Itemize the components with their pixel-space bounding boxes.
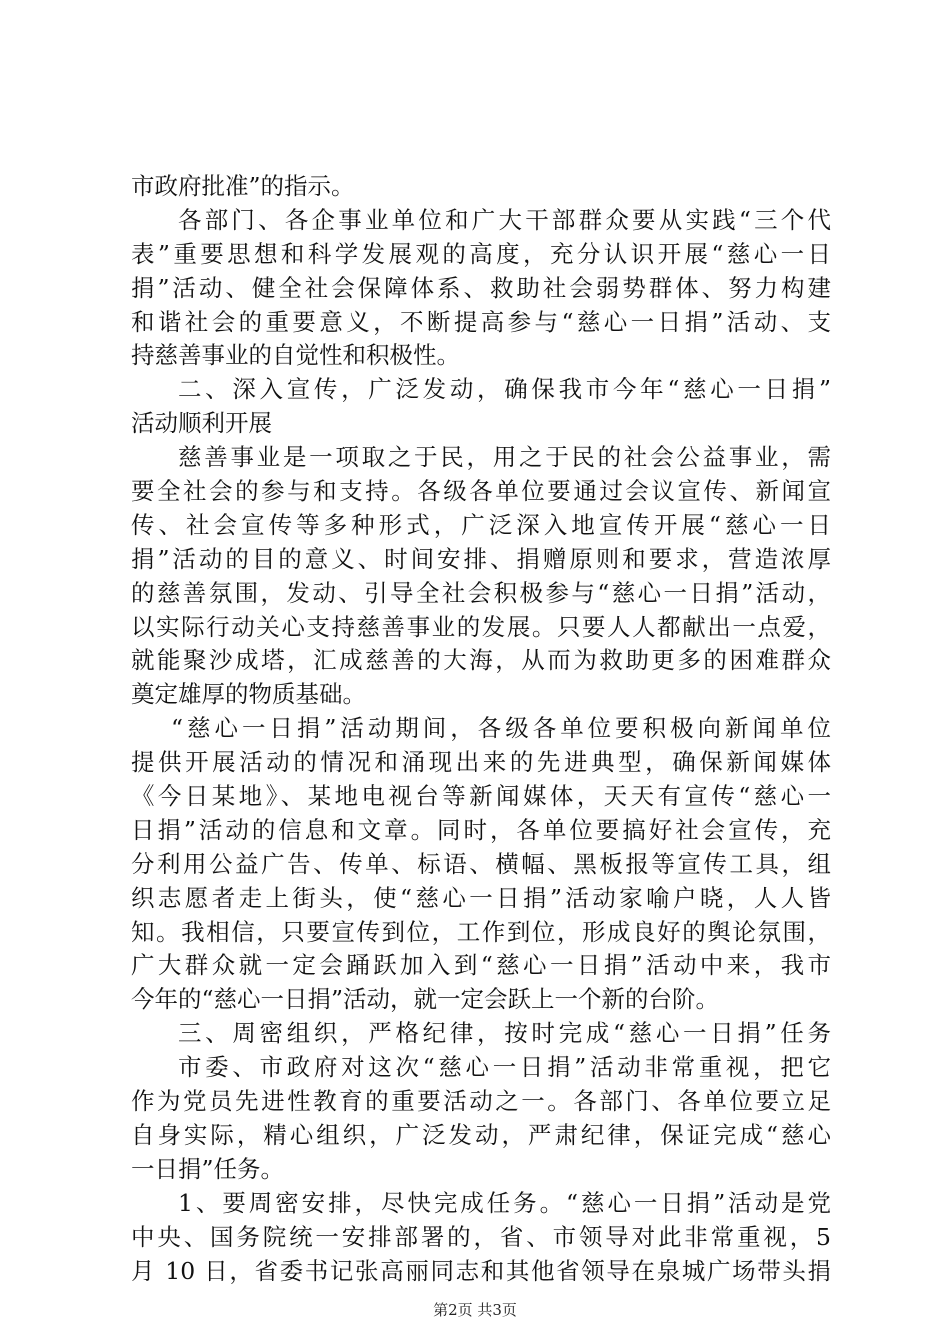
text-line: 分利用公益广告、传单、标语、横幅、黑板报等宣传工具，组 (131, 849, 831, 878)
document-body (131, 170, 831, 1288)
section-heading: 二、深入宣传，广泛发动，确保我市今年“慈心一日捐” (178, 375, 831, 404)
text-line: 提供开展活动的情况和涌现出来的先进典型，确保新闻媒体 (131, 748, 831, 777)
text-line: 1、要周密安排，尽快完成任务。“慈心一日捐”活动是党 (178, 1188, 831, 1217)
text-line: 表”重要思想和科学发展观的高度，充分认识开展“慈心一日 (131, 239, 831, 268)
text-line: 的慈善氛围，发动、引导全社会积极参与“慈心一日捐”活动， (131, 578, 831, 607)
text-line: 传、社会宣传等多种形式，广泛深入地宣传开展“慈心一日 (131, 510, 831, 539)
text-line: 织志愿者走上街头，使“慈心一日捐”活动家喻户晓，人人皆 (131, 883, 831, 912)
text-line: 持慈善事业的自觉性和积极性。 (131, 341, 460, 370)
text-line: 中央、国务院统一安排部署的，省、市领导对此非常重视，5 (131, 1222, 831, 1251)
text-line: “慈心一日捐”活动期间，各级各单位要积极向新闻单位 (171, 714, 831, 743)
text-line: 自身实际，精心组织，广泛发动，严肃纪律，保证完成“慈心 (131, 1120, 831, 1149)
text-line: 捐”活动的目的意义、时间安排、捐赠原则和要求，营造浓厚 (131, 544, 831, 573)
text-line: 以实际行动关心支持慈善事业的发展。只要人人都献出一点爱， (131, 612, 831, 641)
text-line: 今年的“慈心一日捐”活动，就一定会跃上一个新的台阶。 (131, 985, 720, 1014)
text-line: 市委、市政府对这次“慈心一日捐”活动非常重视，把它 (178, 1053, 831, 1082)
text-line: 要全社会的参与和支持。各级各单位要通过会议宣传、新闻宣 (131, 477, 831, 506)
text-line: 和谐社会的重要意义，不断提高参与“慈心一日捐”活动、支 (131, 307, 831, 336)
text-line: 日捐”活动的信息和文章。同时，各单位要搞好社会宣传，充 (131, 815, 831, 844)
section-heading: 三、周密组织，严格纪律，按时完成“慈心一日捐”任务 (178, 1019, 831, 1048)
text-line: 慈善事业是一项取之于民，用之于民的社会公益事业，需 (178, 443, 831, 472)
text-line: 奠定雄厚的物质基础。 (131, 680, 366, 709)
section-heading: 活动顺利开展 (131, 409, 272, 438)
text-line: 月 10 日，省委书记张高丽同志和其他省领导在泉城广场带头捐 (131, 1256, 831, 1285)
text-line: 广大群众就一定会踊跃加入到“慈心一日捐”活动中来，我市 (131, 951, 831, 980)
text-line: 知。我相信，只要宣传到位，工作到位，形成良好的舆论氛围， (131, 917, 831, 946)
text-line: 《今日某地》、某地电视台等新闻媒体，天天有宣传“慈心一 (131, 782, 831, 811)
text-line: 捐”活动、健全社会保障体系、救助社会弱势群体、努力构建 (131, 273, 831, 302)
text-line: 作为党员先进性教育的重要活动之一。各部门、各单位要立足 (131, 1087, 831, 1116)
text-line: 就能聚沙成塔，汇成慈善的大海，从而为救助更多的困难群众 (131, 646, 831, 675)
text-line: 市政府批准”的指示。 (131, 172, 355, 200)
text-line: 一日捐”任务。 (131, 1154, 285, 1183)
page-footer (0, 1301, 950, 1319)
page-number: 第2页 共3页 (433, 1301, 517, 1319)
text-line: 各部门、各企事业单位和广大干部群众要从实践“三个代 (178, 205, 831, 234)
